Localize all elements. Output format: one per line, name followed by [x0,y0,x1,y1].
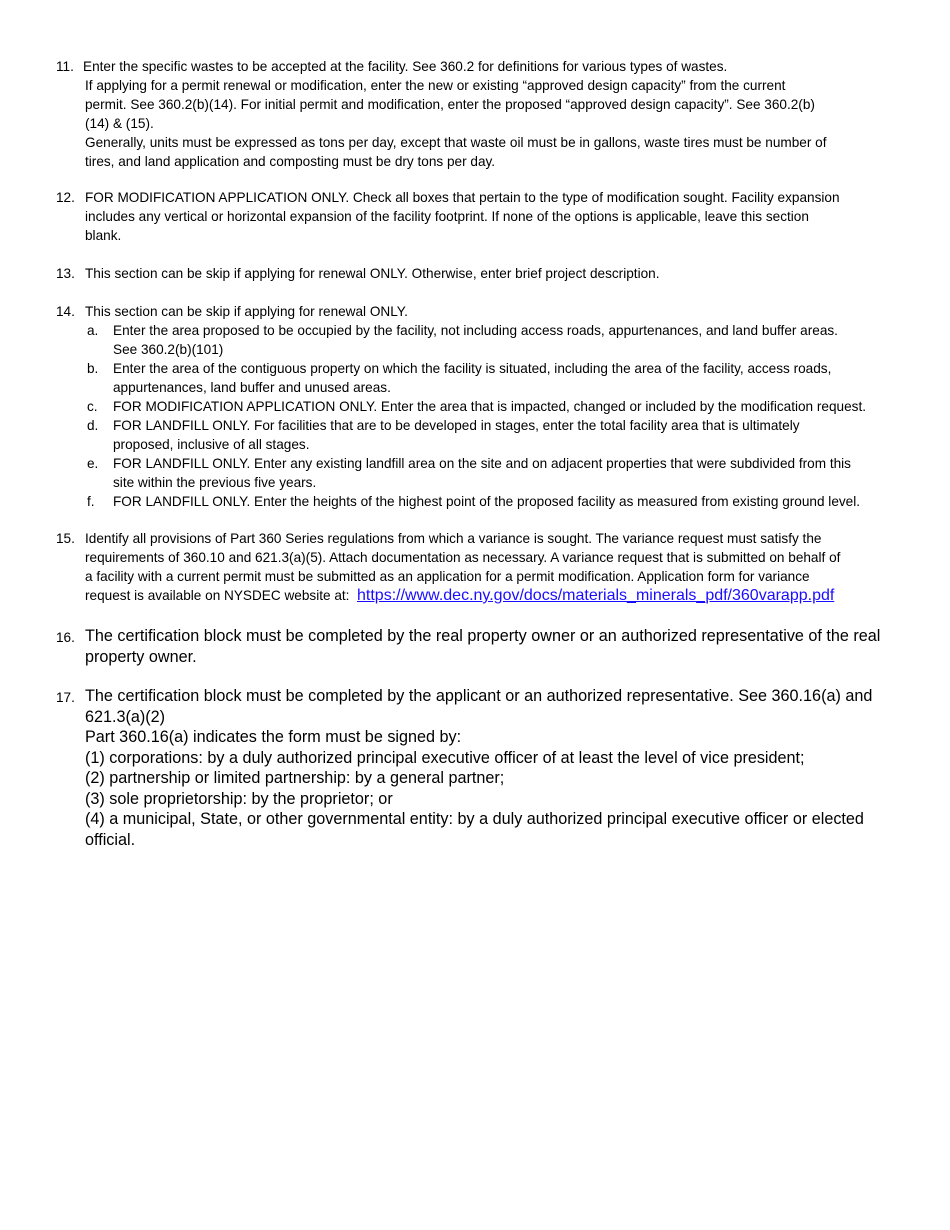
subitem-c [85,397,898,416]
subitem-line: See 360.2(b)(101) [113,342,224,357]
instruction-item-11 [56,57,898,171]
item-line: Identify all provisions of Part 360 Series regulations from which a variance is sought. The variance request must satisfy the [85,531,822,546]
item-line: The certification block must be completed by the real property owner or an authorized representative of the real [85,627,881,645]
item-number: 16. [56,630,75,645]
subitem-a [85,321,898,359]
item-line-with-link [85,586,898,605]
item-number: 13. [56,266,75,281]
item-number: 12. [56,190,75,205]
variance-link-prefix: request is available on NYSDEC website at: [85,588,358,603]
subitem-line: Enter the area proposed to be occupied by the facility, not including access roads, appurtenances, and land buffer areas. [113,323,838,338]
item-line: The certification block must be completed by the applicant or an authorized representative. See 360.16(a) and [85,687,873,705]
item-body [85,264,898,283]
item-line: Part 360.16(a) indicates the form must be signed by: [85,728,462,746]
variance-application-link[interactable]: https://www.dec.ny.gov/docs/materials_minerals_pdf/360varapp.pdf [357,587,835,604]
item-line: Generally, units must be expressed as tons per day, except that waste oil must be in gallons, waste tires must be number of [85,135,827,150]
subitem-line: site within the previous five years. [113,475,317,490]
item-number: 17. [56,690,75,705]
item-number: 11. [56,59,74,74]
subitem-line: FOR LANDFILL ONLY. Enter the heights of the highest point of the proposed facility as measured from existing ground level. [113,494,861,509]
item-line: If applying for a permit renewal or modification, enter the new or existing “approved design capacity” from the current [85,78,786,93]
item-line: property owner. [85,647,197,666]
item-line: (1) corporations: by a duly authorized principal executive officer of at least the level of vice president; [85,748,805,767]
item-line: 621.3(a)(2) [85,707,166,726]
item-line: requirements of 360.10 and 621.3(a)(5). Attach documentation as necessary. A variance request that is submitted on behalf of [85,550,841,565]
subitem-d [85,416,898,454]
subitem-letter: c. [87,399,98,414]
subitem-letter: e. [87,456,99,471]
item-line: This section can be skip if applying for renewal ONLY. Otherwise, enter brief project description. [85,266,660,281]
item-body [85,57,898,171]
subitem-b [85,359,898,397]
item-line: (14) & (15). [85,116,154,131]
subitem-line: FOR MODIFICATION APPLICATION ONLY. Enter the area that is impacted, changed or included by the modification request. [113,399,867,414]
subitem-letter: a. [87,323,99,338]
item-line: official. [85,830,136,849]
item-line: (3) sole proprietorship: by the proprietor; or [85,789,393,808]
instruction-item-14 [56,302,898,511]
instruction-item-12 [56,188,898,245]
instruction-item-17 [56,686,898,850]
item-line: tires, and land application and composting must be dry tons per day. [85,154,496,169]
subitem-letter: f. [87,494,95,509]
instruction-item-13 [56,264,898,283]
item-body [85,686,898,850]
item-body [85,188,898,245]
item-line: (4) a municipal, State, or other governmental entity: by a duly authorized principal executive officer or elected [85,810,864,828]
item-line: includes any vertical or horizontal expansion of the facility footprint. If none of the options is applicable, leave this section [85,209,809,224]
subitem-line: FOR LANDFILL ONLY. Enter any existing landfill area on the site and on adjacent properties that were subdivided from this [113,456,851,471]
subitem-letter: d. [87,418,99,433]
item-number: 15. [56,531,75,546]
subitem-line: FOR LANDFILL ONLY. For facilities that are to be developed in stages, enter the total facility area that is ultimately [113,418,800,433]
item-body [85,302,898,511]
subitem-letter: b. [87,361,99,376]
item-line: blank. [85,228,122,243]
subitem-f [85,492,898,511]
item-line: Enter the specific wastes to be accepted at the facility. See 360.2 for definitions for various types of wastes. [83,59,728,74]
instruction-item-16 [56,626,898,667]
item-number: 14. [56,304,75,319]
item-body [85,529,898,605]
item-line: FOR MODIFICATION APPLICATION ONLY. Check all boxes that pertain to the type of modification sought. Facility expansion [85,190,840,205]
item-intro: This section can be skip if applying for renewal ONLY. [85,304,408,319]
item-line: (2) partnership or limited partnership: by a general partner; [85,769,505,787]
item-body [85,626,898,667]
subitem-line: proposed, inclusive of all stages. [113,437,310,452]
instruction-item-15 [56,529,898,605]
item-line: permit. See 360.2(b)(14). For initial permit and modification, enter the proposed “approved design capacity”. See 360.2(b) [85,97,815,112]
subitem-line: Enter the area of the contiguous property on which the facility is situated, including the area of the facility, access roads, [113,361,832,376]
subitem-line: appurtenances, land buffer and unused areas. [113,380,391,395]
item-line: a facility with a current permit must be submitted as an application for a permit modification. Application form for variance [85,569,810,584]
subitem-e [85,454,898,492]
